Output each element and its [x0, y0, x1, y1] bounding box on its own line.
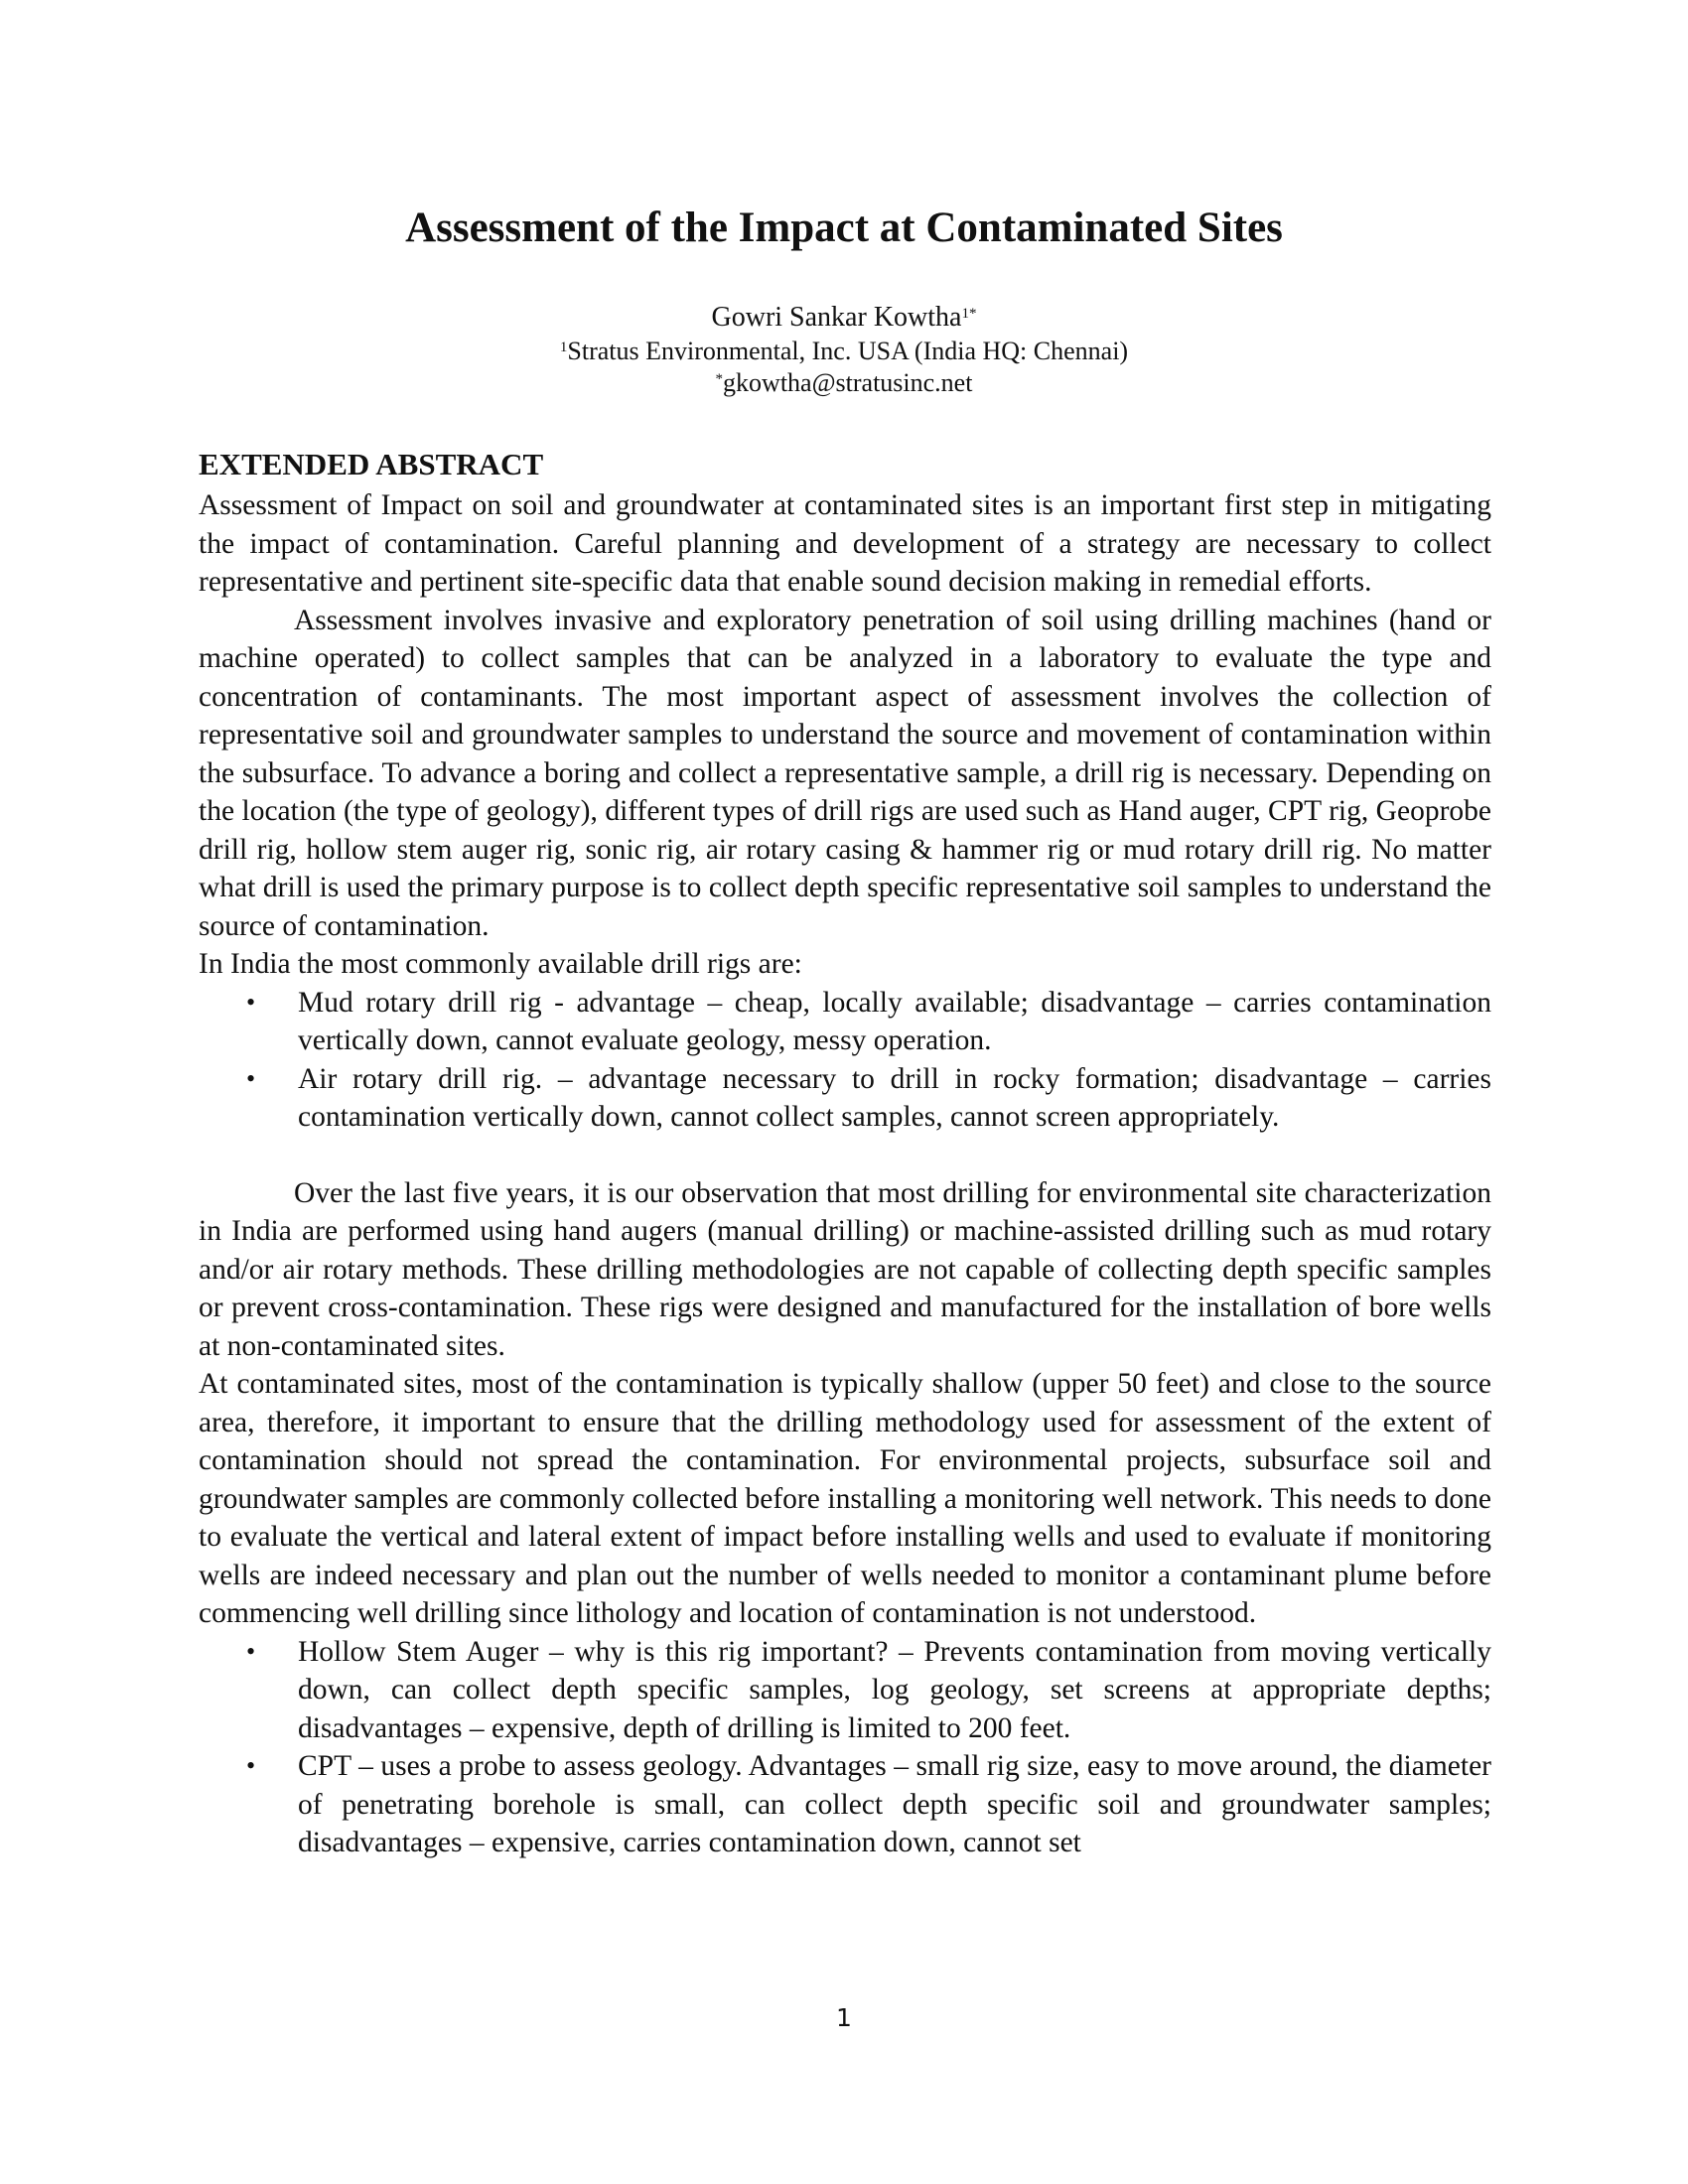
bullet-icon: •	[246, 987, 256, 1017]
author-email: gkowtha@stratusinc.net	[723, 368, 973, 397]
paragraph-2: Assessment involves invasive and exploratory penetration of soil using drilling machines (hand or machine operated) to collect samples that can be analyzed in a laboratory to evaluate the type and concentration of contaminants. The most important aspect of assessment involves the collection of representative soil and groundwater samples to understand the source and movement of contamination within the subsurface. To advance a boring and collect a representative sample, a drill rig is necessary. Depending on the location (the type of geology), different types of drill rigs are used such as Hand auger, CPT rig, Geoprobe drill rig, hollow stem auger rig, sonic rig, air rotary casing & hammer rig or mud rotary drill rig. No matter what drill is used the primary purpose is to collect depth specific representative soil samples to understand the source of contamination.	[199, 604, 1491, 942]
bullet-icon: •	[246, 1063, 256, 1093]
list-item	[199, 1747, 1491, 1862]
paper-title: Assessment of the Impact at Contaminated Sites	[405, 205, 1283, 251]
email-line	[0, 367, 1688, 399]
paragraph-1: Assessment of Impact on soil and groundwater at contaminated sites is an important first step in mitigating the impact of contamination. Careful planning and development of a strategy are necessary to collect representative and pertinent site-specific data that enable sound decision making in remedial efforts.	[199, 489, 1491, 598]
paragraph-gap	[199, 1137, 1491, 1174]
list-item	[199, 1060, 1491, 1137]
drill-rig-list-recommended	[199, 1633, 1491, 1862]
list-item	[199, 1633, 1491, 1748]
author-name-line	[0, 300, 1688, 336]
list-item-text: Air rotary drill rig. – advantage necessary to drill in rocky formation; disadvantage – carries contamination vertically down, cannot collect samples, cannot screen appropriately.	[298, 1062, 1491, 1133]
paragraph-4: Over the last five years, it is our observation that most drilling for environmental site characterization in India are performed using hand augers (manual drilling) or machine-assisted drilling such as mud rotary and/or air rotary methods. These drilling methodologies are not capable of collecting depth specific samples or prevent cross-contamination. These rigs were designed and manufactured for the installation of bore wells at non-contaminated sites.	[199, 1176, 1491, 1362]
list-item	[199, 984, 1491, 1060]
bullet-icon: •	[246, 1751, 256, 1780]
bullet-icon: •	[246, 1636, 256, 1666]
affiliation-line	[0, 336, 1688, 367]
drill-rig-list-india	[199, 984, 1491, 1137]
list-item-text: CPT – uses a probe to assess geology. Advantages – small rig size, easy to move around, the diameter of penetrating borehole is small, can collect depth specific soil and groundwater samples; disadvantages – expensive, carries contamination down, cannot set	[298, 1750, 1491, 1858]
paragraph-3: In India the most commonly available drill rigs are:	[199, 948, 802, 980]
email-superscript: *	[715, 371, 724, 387]
author-name: Gowri Sankar Kowtha	[711, 302, 962, 333]
section-heading: EXTENDED ABSTRACT	[199, 447, 544, 481]
affiliation-superscript: 1	[559, 340, 568, 355]
list-item-text: Mud rotary drill rig - advantage – cheap, locally available; disadvantage – carries contamination vertically down, cannot evaluate geology, messy operation.	[298, 986, 1491, 1056]
abstract-body	[199, 445, 1491, 1862]
affiliation: Stratus Environmental, Inc. USA (India HQ: Chennai)	[567, 337, 1129, 365]
paragraph-5: At contaminated sites, most of the contamination is typically shallow (upper 50 feet) and close to the source area, therefore, it important to ensure that the drilling methodology used for assessment of the extent of contamination should not spread the contamination. For environmental projects, subsurface soil and groundwater samples are commonly collected before installing a monitoring well network. This needs to done to evaluate the vertical and lateral extent of impact before installing wells and used to evaluate if monitoring wells are indeed necessary and plan out the number of wells needed to monitor a contaminant plume before commencing well drilling since lithology and location of contamination is not understood.	[199, 1368, 1491, 1629]
list-item-text: Hollow Stem Auger – why is this rig important? – Prevents contamination from moving vertically down, can collect depth specific samples, log geology, set screens at appropriate depths; disadvantages – expensive, depth of drilling is limited to 200 feet.	[298, 1635, 1491, 1744]
author-superscript: 1*	[961, 306, 977, 322]
page-number: 1	[836, 2003, 852, 2032]
author-block	[0, 300, 1688, 399]
